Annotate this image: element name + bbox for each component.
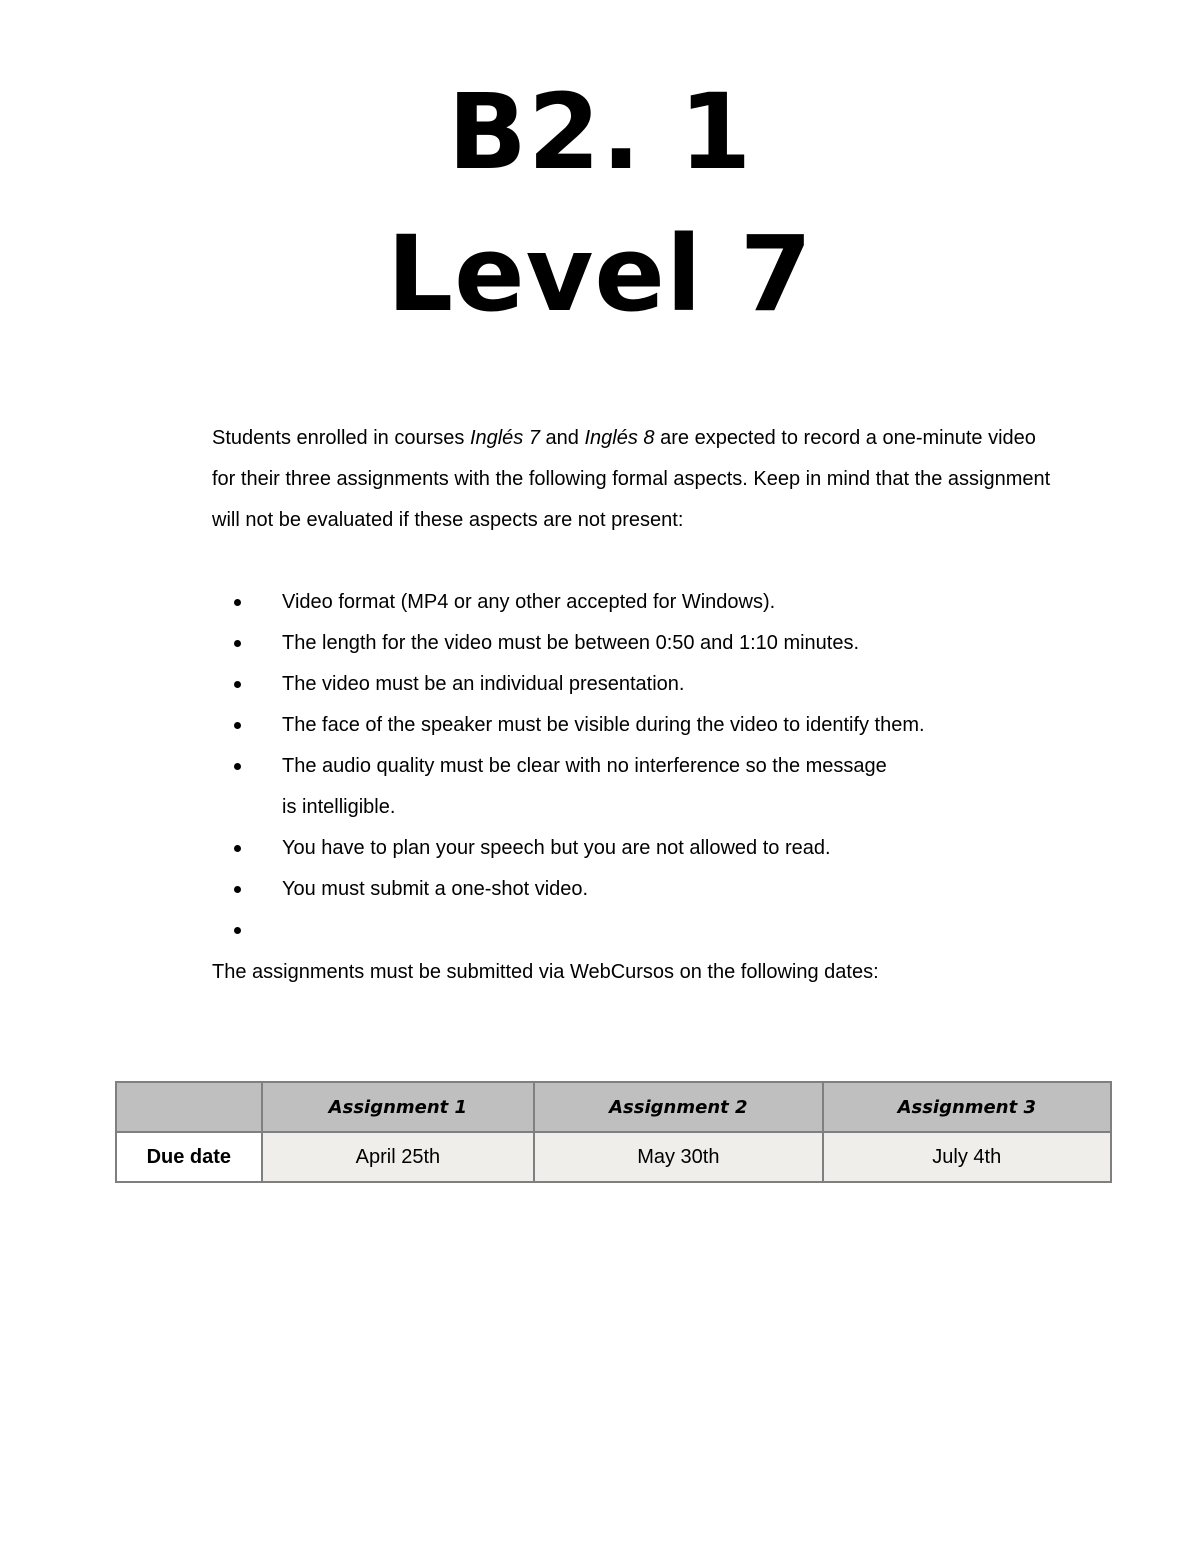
due-date-assignment-2: May 30th — [534, 1132, 822, 1182]
table-row — [116, 1132, 1111, 1182]
bullet-icon — [234, 640, 241, 647]
requirement-text: Video format (MP4 or any other accepted for Windows). — [282, 591, 776, 613]
intro-text-part3: are expected to record a one-minute video for their three assignments with the following formal aspects. Keep in mind that the assignment will not be evaluated if these aspects are not present: — [212, 427, 1051, 531]
intro-paragraph — [212, 418, 1052, 541]
bullet-icon — [234, 599, 241, 606]
requirement-text: You must submit a one-shot video. — [282, 878, 589, 900]
requirement-text: The face of the speaker must be visible during the video to identify them. — [282, 714, 925, 736]
document-title-level-code: B2. 1 — [447, 71, 753, 193]
bullet-icon — [234, 927, 241, 934]
requirement-text: The length for the video must be between 0:50 and 1:10 minutes. — [282, 632, 860, 654]
list-item — [212, 664, 1072, 705]
due-dates-table — [115, 1081, 1112, 1183]
list-item — [212, 746, 1072, 828]
course-name-1: Inglés 7 — [469, 427, 540, 449]
due-date-assignment-1: April 25th — [262, 1132, 534, 1182]
list-item — [212, 869, 1072, 910]
list-item — [212, 582, 1072, 623]
column-header-assignment-3: Assignment 3 — [823, 1082, 1111, 1132]
requirement-text: The video must be an individual presentation. — [282, 673, 685, 695]
table-header-row — [116, 1082, 1111, 1132]
column-header-assignment-2: Assignment 2 — [534, 1082, 822, 1132]
bullet-icon — [234, 886, 241, 893]
requirement-text: The audio quality must be clear with no interference so the message — [282, 755, 887, 777]
bullet-icon — [234, 722, 241, 729]
requirement-text: You have to plan your speech but you are not allowed to read. — [282, 837, 831, 859]
row-header-due-date: Due date — [116, 1132, 262, 1182]
intro-text-part1: Students enrolled in courses — [212, 427, 470, 449]
submission-instructions: The assignments must be submitted via WebCursos on the following dates: — [212, 961, 879, 983]
requirement-text-continuation: is intelligible. — [282, 796, 396, 818]
list-item — [212, 705, 1072, 746]
bullet-icon — [234, 763, 241, 770]
list-item — [212, 828, 1072, 869]
course-name-2: Inglés 8 — [584, 427, 655, 449]
requirements-list — [212, 582, 1072, 951]
list-item — [212, 910, 1072, 951]
column-header-assignment-1: Assignment 1 — [262, 1082, 534, 1132]
bullet-icon — [234, 681, 241, 688]
document-title-level: Level 7 — [386, 213, 814, 335]
due-date-assignment-3: July 4th — [823, 1132, 1111, 1182]
intro-text-part2: and — [540, 427, 585, 449]
table-corner-cell — [116, 1082, 262, 1132]
list-item — [212, 623, 1072, 664]
bullet-icon — [234, 845, 241, 852]
